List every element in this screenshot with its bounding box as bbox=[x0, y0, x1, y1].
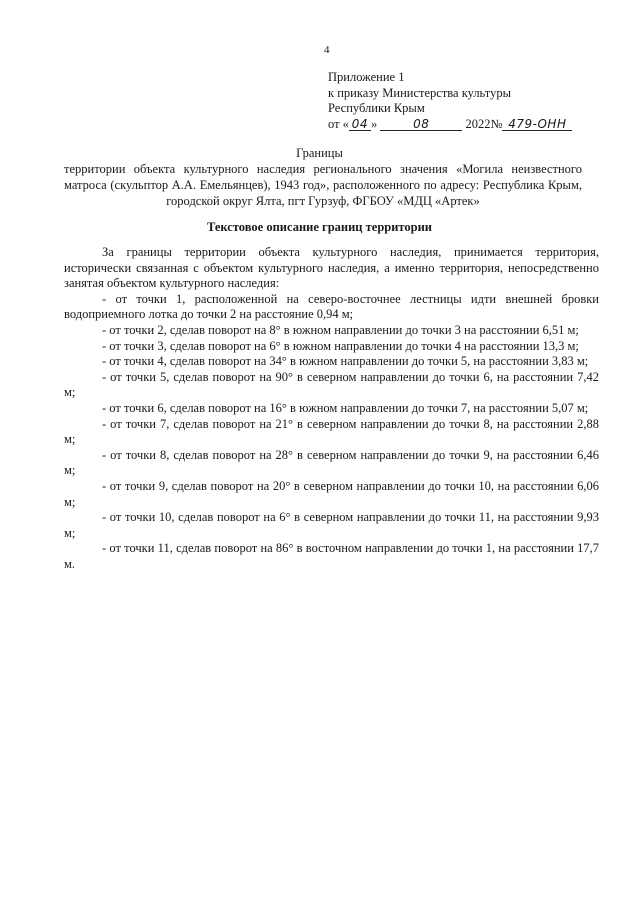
boundary-item: - от точки 6, сделав поворот на 16° в южном направлении до точки 7, на расстоянии 5,07 м; bbox=[102, 400, 589, 415]
document-subtitle: территории объекта культурного наследия регионального значения «Могила неизвестного матроса (скульптор А.А. Емельянцев), 1943 год», расположенного по адресу: Республика Крым, городской округ Ялта, пгт Гурзуф, ФГБОУ «МДЦ «Артек» bbox=[64, 162, 582, 208]
date-quote-close: » bbox=[370, 116, 378, 131]
appendix-block bbox=[328, 70, 618, 132]
document-title: Границы bbox=[296, 146, 343, 160]
boundary-item: - от точки 11, сделав поворот на 86° в восточном направлении до точки 1, на расстоянии 17,7 м. bbox=[64, 541, 599, 571]
intro-paragraph: За границы территории объекта культурного наследия, принимается территория, исторически связанная с объектом культурного наследия, а именно территория, непосредственно занятая объектом культурного наследия: bbox=[64, 245, 599, 291]
boundary-item: - от точки 2, сделав поворот на 8° в южном направлении до точки 3 на расстоянии 6,51 м; bbox=[102, 322, 579, 337]
date-month-handwritten: 08 bbox=[380, 118, 462, 131]
boundary-item: - от точки 8, сделав поворот на 28° в северном направлении до точки 9, на расстоянии 6,46 м; bbox=[64, 447, 599, 478]
boundary-item: - от точки 1, расположенной на северо-восточнее лестницы идти внешней бровки водоприемного лотка до точки 2 на расстояние 0,94 м; bbox=[64, 291, 599, 322]
order-number-handwritten: 479-ОНН bbox=[502, 118, 572, 131]
appendix-title: Приложение 1 bbox=[328, 70, 405, 84]
boundary-item: - от точки 3, сделав поворот на 6° в южном направлении до точки 4 на расстоянии 13,3 м; bbox=[102, 338, 579, 353]
boundary-item: - от точки 5, сделав поворот на 90° в северном направлении до точки 6, на расстоянии 7,42 м; bbox=[64, 369, 599, 400]
boundary-item: - от точки 7, сделав поворот на 21° в северном направлении до точки 8, на расстоянии 2,88 м; bbox=[64, 416, 599, 447]
page-number: 4 bbox=[324, 44, 330, 56]
appendix-republic: Республики Крым bbox=[328, 101, 425, 115]
boundary-item: - от точки 10, сделав поворот на 6° в северном направлении до точки 11, на расстоянии 9,93 м; bbox=[64, 510, 599, 540]
boundary-item: - от точки 9, сделав поворот на 20° в северном направлении до точки 10, на расстоянии 6,06 м; bbox=[64, 478, 599, 509]
section-heading: Текстовое описание границ территории bbox=[206, 220, 433, 234]
appendix-order-reference: к приказу Министерства культуры bbox=[328, 85, 511, 100]
date-year: 2022№ bbox=[465, 116, 503, 131]
date-day-handwritten: 04 bbox=[349, 118, 371, 131]
boundary-item: - от точки 4, сделав поворот на 34° в южном направлении до точки 5, на расстоянии 3,83 м; bbox=[102, 354, 589, 369]
body-text bbox=[64, 245, 599, 572]
appendix-date-line bbox=[328, 117, 618, 133]
date-prefix: от « bbox=[328, 116, 349, 131]
